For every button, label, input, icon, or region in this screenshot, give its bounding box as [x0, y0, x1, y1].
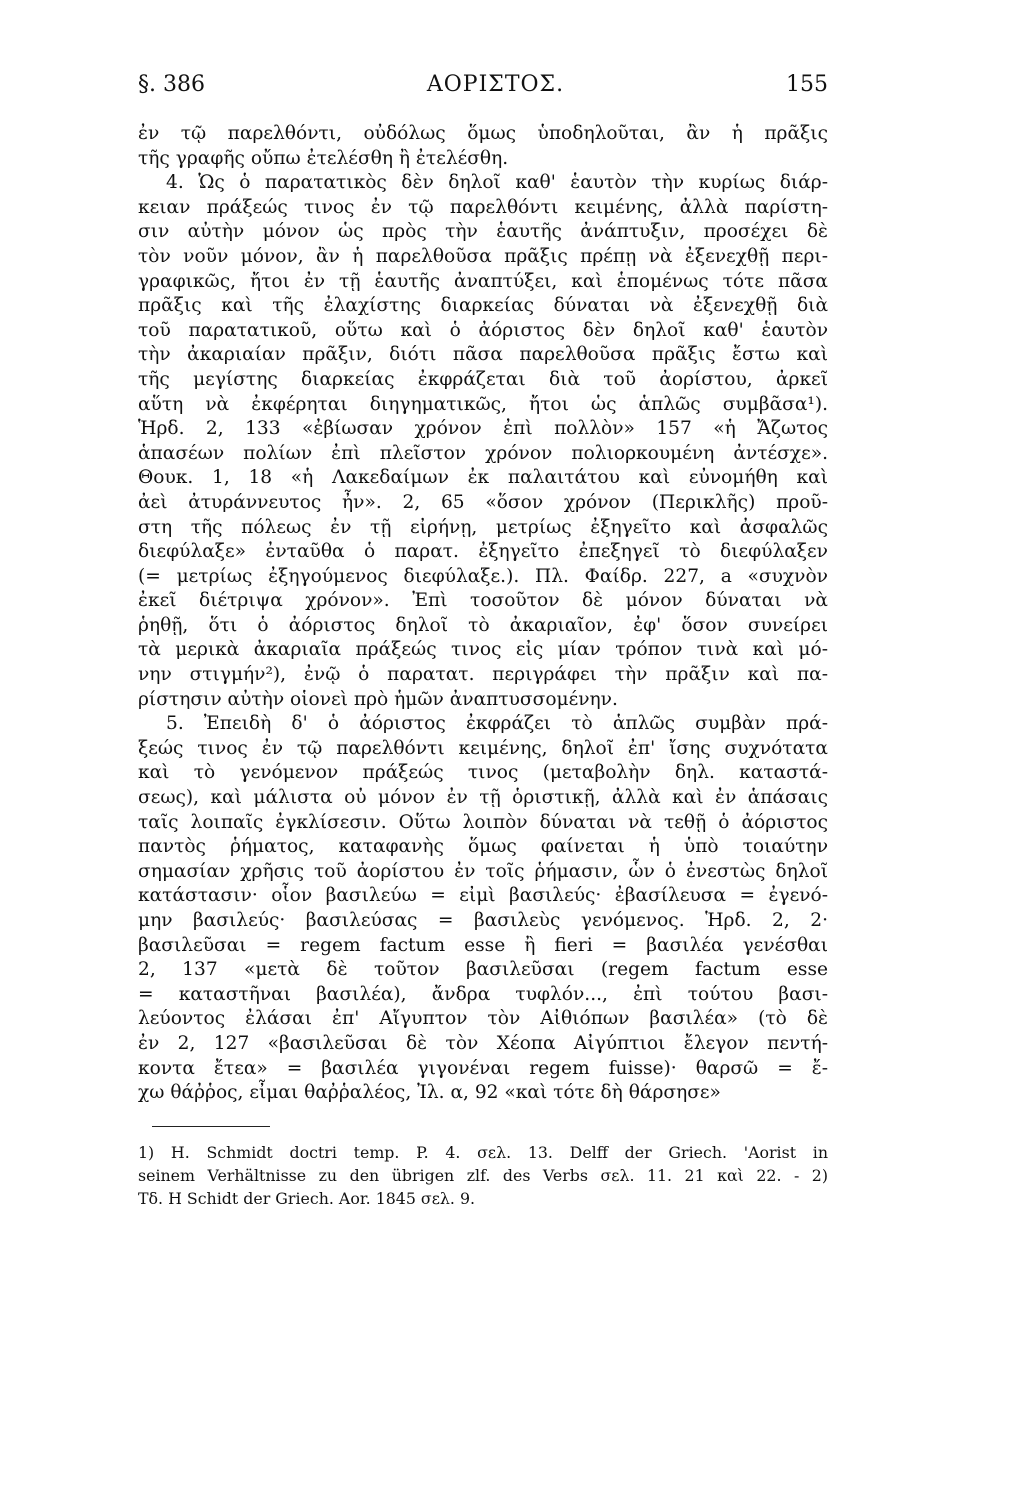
text-line: 5. Ἐπειδὴ δ' ὁ ἀόριστος ἐκφράζει τὸ ἁπλῶς συμβὰν πρά- — [166, 713, 828, 735]
page-number: 155 — [786, 72, 828, 97]
text-line: τὰ μερικὰ ἀκαριαῖα πράξεώς τινος εἰς μίαν τρόπον τινὰ καὶ μό- — [138, 639, 828, 661]
text-line: λεύοντος ἐλάσαι ἐπ' Αἴγυπτον τὸν Αἰθιόπων βασιλέα» (τὸ δὲ — [138, 1008, 828, 1030]
text-line: 2, 137 «μετὰ δὲ τοῦτον βασιλεῦσαι (regem factum esse — [138, 959, 828, 981]
text-line: χω θάῤῥος, εἶμαι θαῤῥαλέος, Ἰλ. α, 92 «καὶ τότε δὴ θάρσησε» — [138, 1082, 721, 1104]
text-line: πρᾶξις καὶ τῆς ἐλαχίστης διαρκείας δύναται νὰ ἐξενεχθῇ διὰ — [138, 295, 828, 317]
text-line: γραφικῶς, ἤτοι ἐν τῇ ἑαυτῆς ἀναπτύξει, καὶ ἑπομένως τότε πᾶσα — [138, 270, 828, 292]
footnote-line: 1) H. Schmidt doctri temp. P. 4. σελ. 13. Delff der Griech. 'Aorist in — [138, 1142, 828, 1162]
text-line: κατάστασιν· οἷον βασιλεύω = εἰμὶ βασιλεύς· ἐβασίλευσα = ἐγενό- — [138, 885, 828, 907]
text-line: Θουκ. 1, 18 «ἡ Λακεδαίμων ἐκ παλαιτάτου καὶ εὐνομήθη καὶ — [138, 467, 828, 489]
text-line: τὴν ἀκαριαίαν πρᾶξιν, διότι πᾶσα παρελθοῦσα πρᾶξις ἔστω καὶ — [138, 344, 828, 366]
text-line: ἁπασέων πολίων ἐπὶ πλεῖστον χρόνον πολιορκουμένη ἀντέσχε». — [138, 442, 828, 464]
footnotes — [138, 1141, 828, 1210]
text-line: κειαν πράξεώς τινος ἐν τῷ παρελθόντι κειμένης, ἀλλὰ παρίστη- — [138, 196, 828, 218]
text-line: στη τῆς πόλεως ἐν τῇ εἰρήνῃ, μετρίως ἐξηγεῖτο καὶ ἀσφαλῶς — [138, 516, 828, 538]
text-line: ρίστησιν αὐτὴν οἱονεὶ πρὸ ἡμῶν ἀναπτυσσομένην. — [138, 688, 618, 710]
text-line: ἐν τῷ παρελθόντι, οὐδόλως ὅμως ὑποδηλοῦται, ἂν ἡ πρᾶξις — [138, 123, 828, 144]
text-line: = καταστῆναι βασιλέα), ἄνδρα τυφλόν..., ἐπὶ τούτου βασι- — [138, 983, 828, 1005]
text-line: νην στιγμήν²), ἐνῷ ὁ παρατατ. περιγράφει τὴν πρᾶξιν καὶ πα- — [138, 664, 828, 686]
footnote-line: seinem Verhältnisse zu den übrigen zlf. des Verbs σελ. 11. 21 καὶ 22. - 2) — [138, 1165, 828, 1185]
text-line: ῥηθῇ, ὅτι ὁ ἀόριστος δηλοῖ τὸ ἀκαριαῖον, ἐφ' ὅσον συνείρει — [138, 614, 828, 636]
text-line: σεως), καὶ μάλιστα οὐ μόνον ἐν τῇ ὁριστικῇ, ἀλλὰ καὶ ἐν ἁπάσαις — [138, 787, 828, 809]
footnote-rule — [152, 1126, 270, 1127]
main-text — [138, 122, 828, 1106]
text-line: παντὸς ῥήματος, καταφανὴς ὅμως φαίνεται ἡ ὑπὸ τοιαύτην — [138, 836, 828, 858]
running-header — [138, 72, 828, 108]
book-page — [138, 72, 828, 1210]
section-number: §. 386 — [138, 72, 205, 97]
text-line: διεφύλαξε» ἐνταῦθα ὁ παρατ. ἐξηγεῖτο ἐπεξηγεῖ τὸ διεφύλαξεν — [138, 541, 828, 563]
text-line: 4. Ὡς ὁ παρατατικὸς δὲν δηλοῖ καθ' ἑαυτὸν τὴν κυρίως διάρ- — [166, 172, 828, 194]
page-title: ΑΟΡΙΣΤΟΣ. — [426, 72, 565, 97]
text-line: τῆς γραφῆς οὔπω ἐτελέσθη ἢ ἐτελέσθη. — [138, 147, 509, 169]
text-line: ἐκεῖ διέτριψα χρόνον». Ἐπὶ τοσοῦτον δὲ μόνον δύναται νὰ — [138, 590, 828, 612]
text-line: τὸν νοῦν μόνον, ἂν ἡ παρελθοῦσα πρᾶξις πρέπῃ νὰ ἐξενεχθῇ περι- — [138, 245, 828, 267]
text-line: κοντα ἔτεα» = βασιλέα γιγονέναι regem fuisse)· θαρσῶ = ἔ- — [138, 1057, 828, 1079]
text-line: τῆς μεγίστης διαρκείας ἐκφράζεται διὰ τοῦ ἀορίστου, ἀρκεῖ — [138, 368, 828, 390]
text-line: ξεώς τινος ἐν τῷ παρελθόντι κειμένης, δηλοῖ ἐπ' ἴσης συχνότατα — [138, 737, 828, 759]
text-line: σημασίαν χρῆσις τοῦ ἀορίστου ἐν τοῖς ῥήμασιν, ὧν ὁ ἐνεστὼς δηλοῖ — [138, 860, 828, 882]
text-line: ἐν 2, 127 «βασιλεῦσαι δὲ τὸν Χέοπα Αἰγύπτιοι ἔλεγον πεντή- — [138, 1032, 828, 1054]
text-line: μην βασιλεύς· βασιλεύσας = βασιλεὺς γενόμενος. Ἡρδ. 2, 2· — [138, 910, 828, 931]
text-line: σιν αὐτὴν μόνον ὡς πρὸς τὴν ἑαυτῆς ἀνάπτυξιν, προσέχει δὲ — [138, 221, 828, 243]
text-line: καὶ τὸ γενόμενον πράξεώς τινος (μεταβολὴν δηλ. καταστά- — [138, 762, 828, 784]
text-line: ἀεὶ ἀτυράννευτος ἦν». 2, 65 «ὅσον χρόνον (Περικλῆς) προῦ- — [138, 491, 828, 513]
text-line: βασιλεῦσαι = regem factum esse ἢ fieri = βασιλέα γενέσθαι — [138, 934, 828, 956]
text-line: ταῖς λοιπαῖς ἐγκλίσεσιν. Οὕτω λοιπὸν δύναται νὰ τεθῇ ὁ ἀόριστος — [138, 811, 828, 833]
text-line: (= μετρίως ἐξηγούμενος διεφύλαξε.). Πλ. Φαίδρ. 227, a «συχνὸν — [138, 565, 828, 587]
footnote-line: Τδ. H Schidt der Griech. Aor. 1845 σελ. 9. — [138, 1188, 476, 1208]
text-line: αὕτη νὰ ἐκφέρηται διηγηματικῶς, ἤτοι ὡς ἁπλῶς συμβᾶσα¹). — [138, 393, 828, 415]
text-line: Ἡρδ. 2, 133 «ἐβίωσαν χρόνον ἐπὶ πολλὸν» 157 «ἡ Ἄζωτος — [138, 418, 828, 440]
text-line: τοῦ παρατατικοῦ, οὕτω καὶ ὁ ἀόριστος δὲν δηλοῖ καθ' ἑαυτὸν — [138, 319, 828, 341]
